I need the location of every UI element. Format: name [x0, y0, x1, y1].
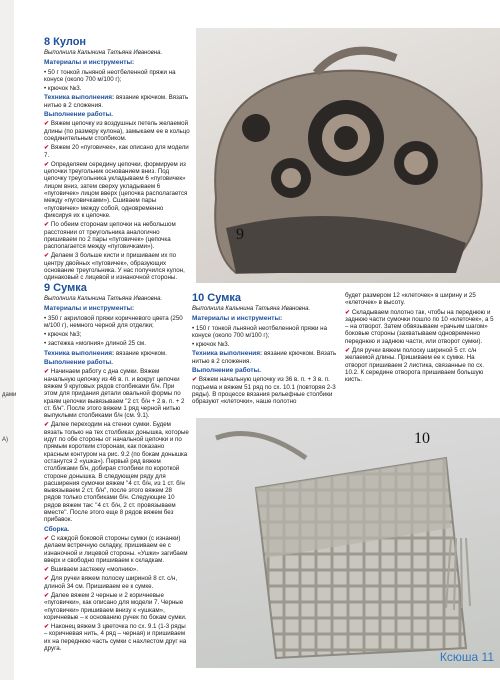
- technique-text: вязание крючком. Вязать нитью в 2 сложения.: [44, 94, 189, 109]
- article-10-continued: [345, 292, 495, 386]
- check-icon: ✔: [44, 566, 50, 574]
- article-title: 10 Сумка: [192, 292, 241, 304]
- technique-heading: Техника выполнения:: [44, 349, 115, 357]
- page-number: 11: [481, 650, 494, 664]
- step-text: С каждой боковой стороны сумки (с изнанки) делаем встречную складку, пришиваем ее с изнаночной и лицевой стороны. «Ушки» загибаем вверх и свободно пришиваем к складкам.: [44, 534, 188, 564]
- material-item: • 150 г тонкой льняной неотбеленной пряжи на конусе (около 700 м/100 г);: [192, 324, 328, 339]
- step-text: Вяжем цепочку из воздушных петель желаемой длины (по размеру кулона), замыкаем ее в кольцо соединительным столбиком.: [44, 120, 190, 142]
- step-text: Для ручки вяжем полоску шириной 5 ст. с/н желаемой длины. Пришиваем ее к сумке. На отворот пришиваем 2 листика, связанные по сх. 10.2. К середине отворота пришиваем большую кисть.: [345, 347, 484, 384]
- step-text: Вшиваем застежку «молнию».: [50, 566, 139, 574]
- step-text: Вяжем 20 «пуговичек», как описано для модели 7.: [44, 144, 189, 159]
- material-item: • застежка «молния» длиной 25 см.: [44, 340, 146, 348]
- article-9: [44, 282, 189, 654]
- step-text: Для ручки вяжем полоску шириной 8 ст. с/н, длиной 34 см. Пришиваем ее к сумке.: [44, 575, 178, 590]
- step-text: Определяем середину цепочки, формируем из цепочки треугольник основанием вниз. Под цепочку треугольника укладываем 6 «пуговичек» лицом вниз, затем сверху укладываем 6 «пуговичек» лицом вверх (цепочка располагается между «пуговичками»). Сшиваем пары «пуговичек» между собой, одновременно фиксируя их к цепочке.: [44, 160, 188, 219]
- check-icon: ✔: [44, 534, 50, 542]
- check-icon: ✔: [44, 120, 50, 128]
- step-text: Далее вяжем 2 черные и 2 коричневые «пуговички», как описано для модели 7. Черные «пуговички» пришиваем внизу к «ушкам», коричневые – к основанию ручек по бокам сумки.: [44, 591, 187, 621]
- article-author: Выполнила Калынина Татьяна Ивановна.: [44, 50, 163, 56]
- work-heading: Выполнение работы.: [192, 367, 261, 375]
- check-icon: ✔: [44, 160, 50, 168]
- article-8: [44, 36, 192, 284]
- assembly-heading: Сборка.: [44, 525, 70, 533]
- bag-illustration: [196, 28, 500, 283]
- bag-illustration: [196, 418, 500, 668]
- check-icon: ✔: [192, 376, 198, 384]
- check-icon: ✔: [44, 252, 50, 260]
- materials-heading: Материалы и инструменты:: [44, 59, 135, 67]
- technique-text: вязание крючком. Вязать нитью в 2 сложения.: [192, 350, 337, 365]
- technique-text: вязание крючком.: [115, 349, 167, 357]
- material-item: • крючок №3.: [44, 85, 82, 93]
- margin-fragment: A): [2, 437, 8, 443]
- bag-photo-10: [196, 418, 500, 668]
- work-heading: Выполнение работы.: [44, 111, 113, 119]
- technique-heading: Техника выполнения:: [192, 350, 263, 358]
- material-item: • крючок №3;: [44, 331, 82, 339]
- article-title: 8 Кулон: [44, 36, 87, 48]
- materials-heading: Материалы и инструменты:: [44, 305, 135, 313]
- check-icon: ✔: [44, 368, 50, 376]
- step-text: Складываем полотно так, чтобы на переднюю и заднюю части сумочки пошло по 10 «клеточек», а 5 – на отворот. Затем обвязываем «рачьим шагом» боковые стороны (захватываем одновременно переднюю и заднюю части, или отворот сумки).: [345, 308, 494, 345]
- materials-heading: Материалы и инструменты:: [192, 315, 283, 323]
- step-text: Делаем 3 больше кисти и пришиваем их по центру двойных «пуговичек», образующих основание треугольника. У нас получился кулон, одинаковый с лицевой и изнаночной стороны.: [44, 252, 185, 282]
- check-icon: ✔: [44, 144, 50, 152]
- article-author: Выполнила Калынина Татьяна Ивановна.: [192, 306, 311, 312]
- photo-number: 10: [414, 430, 430, 447]
- check-icon: ✔: [44, 221, 50, 229]
- margin-fragment: дами: [2, 392, 17, 398]
- continued-text: будет размером 12 «клеточек» в ширину и 25 «клеточек» в высоту.: [345, 292, 476, 307]
- step-text: Вяжем начальную цепочку из 36 в. п. + 3 в. п. подъема и вяжем 51 ряд по сх. 10.1 (повторяя 2-3 ряды). В процессе вязания рельефные столбики образуют «клеточки», наше полотно: [192, 376, 336, 406]
- check-icon: ✔: [44, 623, 50, 631]
- technique-heading: Техника выполнения:: [44, 94, 115, 102]
- article-title: 9 Сумка: [44, 282, 87, 294]
- step-text: Наконец вяжем 3 цветочка по сх. 9.1 (1-3 ряды – коричневая нить, 4 ряд – черная) и пришиваем их на переднюю часть сумки с нахлестом друг на друга.: [44, 623, 187, 653]
- material-item: • крючок №3.: [192, 341, 230, 349]
- step-text: Далее переходим на стенки сумки. Будем вязать только на тех столбиках донышка, которые идут по обе стороны от начальной цепочки и по прямым коротким сторонам, как показано красным контуром на рис. 9.2 (по бокам донышка останутся 2 «ушка»). Первый ряд вяжем столбиками б/н, добирая столбики по короткой стороне донышка. В следующем ряду для расширения сумочки вяжем "4 ст. б/н, из 1 ст. б/н вывязываем 2 ст. б/н", после этого вяжем 28 рядов только столбиками б/н. Следующие 10 рядов вяжем так: "4 ст. б/н, 2 ст. провязываем вместе". После этого еще 8 рядов вяжем без прибавок.: [44, 421, 189, 524]
- bag-photo-9: [196, 28, 500, 283]
- check-icon: ✔: [44, 591, 50, 599]
- step-text: Начинаем работу с дна сумки. Вяжем начальную цепочку из 46 в. п. и вокруг цепочки вяжем 9 круговых рядов столбиками б/н. При этом для придания детали овальной формы по краям цепочки вывязываем "2 ст. б/н + 2 в. п. + 2 ст. б/н". После этого вяжем 1 ряд черной нитью выпуклыми столбиками б/н (см. 9.1).: [44, 368, 185, 420]
- page-footer: [440, 650, 494, 664]
- article-author: Выполнила Калынина Татьяна Ивановна.: [44, 296, 163, 302]
- article-10: [192, 292, 342, 408]
- check-icon: ✔: [345, 308, 351, 316]
- left-margin-strip: [0, 0, 17, 680]
- photo-number: 9: [236, 226, 244, 243]
- work-heading: Выполнение работы.: [44, 359, 113, 367]
- magazine-name: Ксюша: [439, 650, 479, 664]
- check-icon: ✔: [44, 575, 50, 583]
- material-item: • 50 г тонкой льняной неотбеленной пряжи на конусе (около 700 м/100 г);: [44, 68, 176, 83]
- check-icon: ✔: [345, 347, 351, 355]
- material-item: • 350 г акриловой пряжи коричневого цвета (250 м/100 г), немного черной для отделки;: [44, 314, 183, 329]
- step-text: По обеим сторонам цепочки на небольшом расстоянии от треугольника аналогично пришиваем по 2 пары «пуговичек» (цепочка располагается между «пуговичками»).: [44, 221, 176, 251]
- check-icon: ✔: [44, 421, 50, 429]
